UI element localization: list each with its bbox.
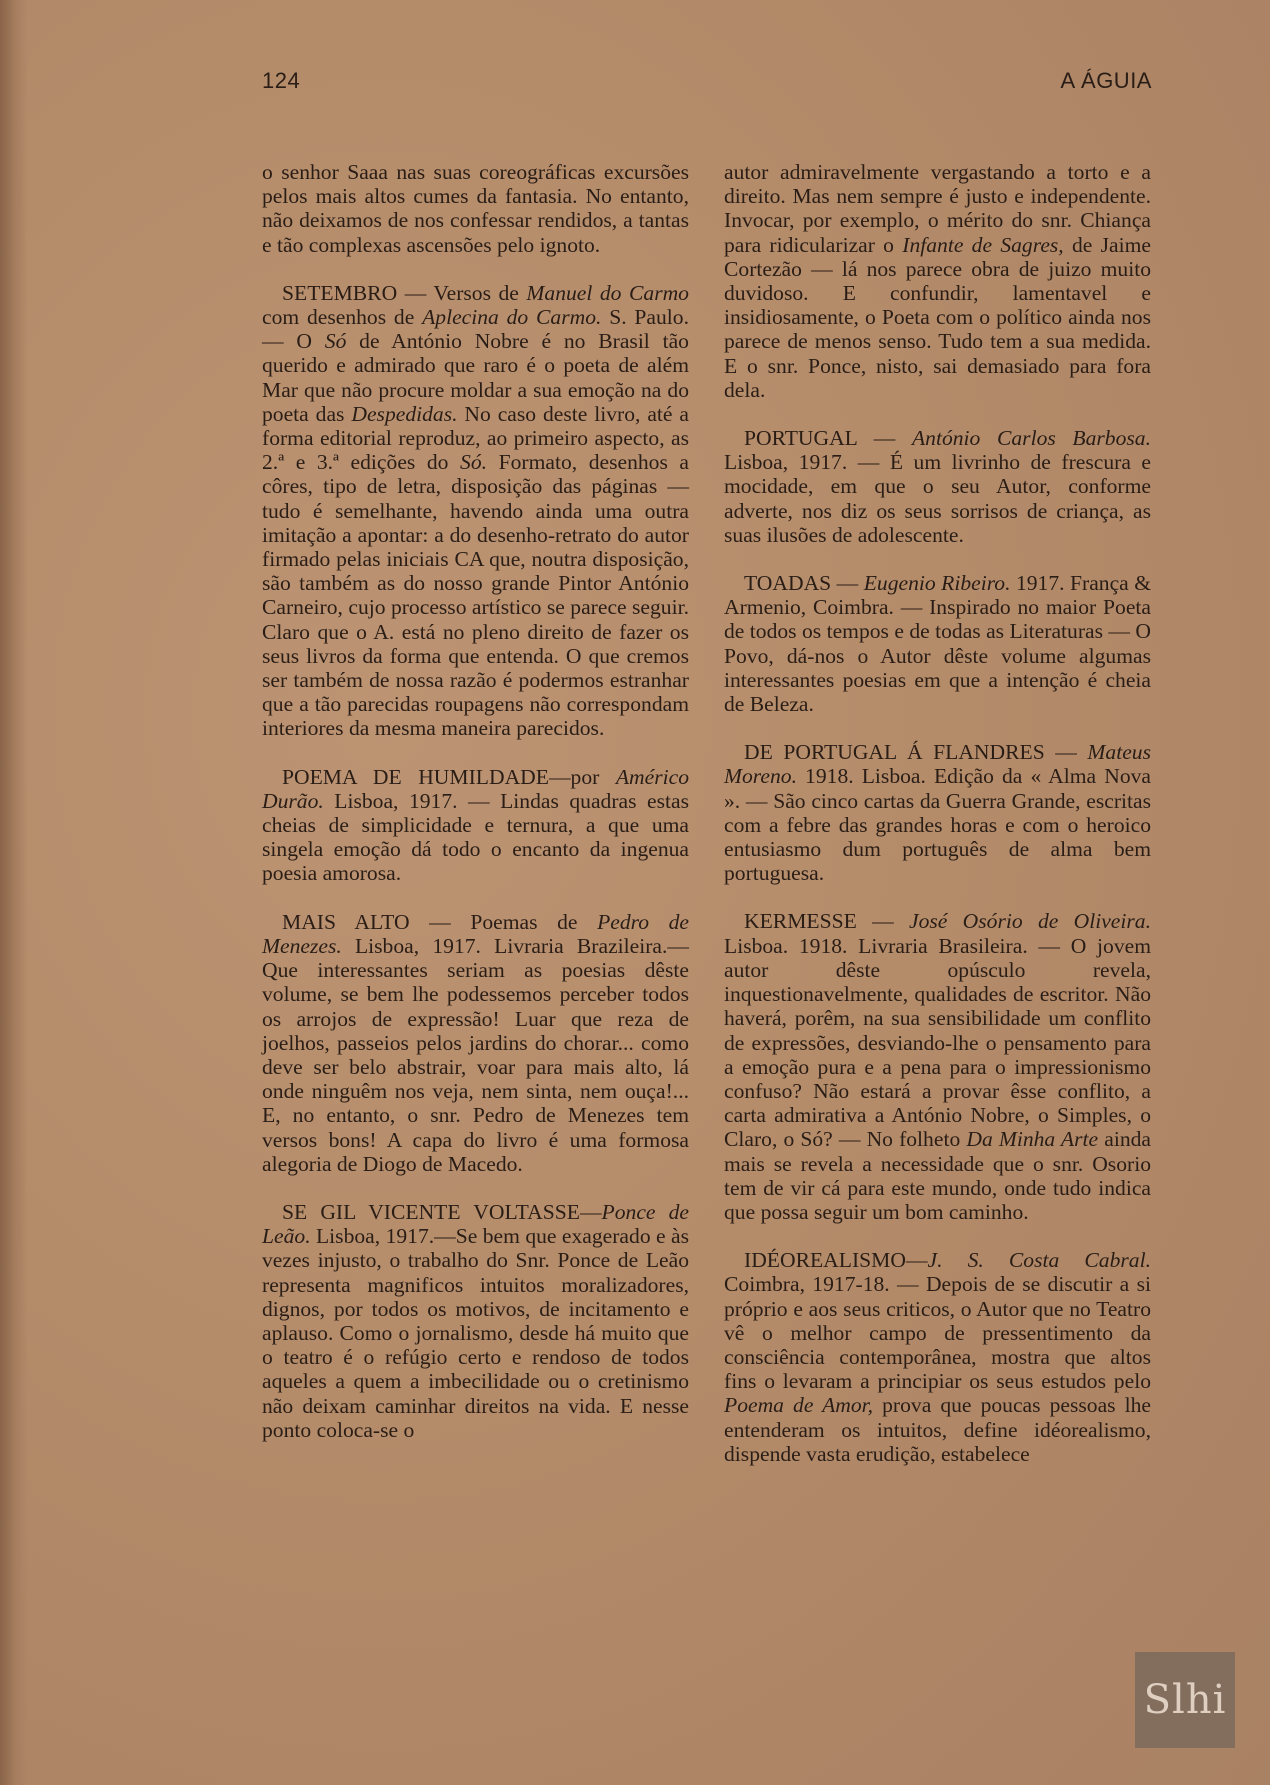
review-text: de Jaime Cortezão — lá nos parece obra de juizo muito duvidoso. E confundir, lamentavel e insidiosamente, o Poeta com o político ainda nos parece de menos senso. Tudo tem a sua medida. E o snr. Ponce, nisto, sai demasiado para fora dela. [724, 232, 1151, 402]
review-title-italic: Da Minha Arte [966, 1127, 1099, 1152]
library-watermark-logo [1135, 1652, 1235, 1748]
review-poema-de-humildade [262, 765, 689, 886]
page-number: 124 [262, 68, 301, 93]
left-column [262, 160, 689, 1466]
review-title-italic: Só. [460, 450, 488, 475]
review-portugal [724, 426, 1151, 547]
review-text: Formato, desenhos a côres, tipo de letra, disposição das páginas — tudo é semelhante, havendo ainda uma outra imitação a apontar: a do desenho-retrato do autor firmado pelas iniciais CA que, noutra disposição, são também as do nosso grande Pintor António Carneiro, cujo processo artístico se parece seguir. Claro que o A. está no pleno direito de fazer os seus livros da forma que entenda. O que cremos ser também de nossa razão é podermos estranhar que a tão parecidas roupagens não correspondam interiores da mesma maneira parecidos. [262, 450, 689, 741]
review-text: de António Nobre é no Brasil tão querido e admirado que raro é o poeta de além Mar que não procure moldar a sua emoção na do poeta das [262, 329, 689, 426]
review-kermesse [724, 909, 1151, 1224]
review-text: ainda mais se revela a necessidade que o snr. Osorio tem de vir cá para este mundo, onde tudo indica que possa seguir um bom caminho. [724, 1127, 1151, 1224]
review-author: Aplecina do Carmo. [422, 305, 602, 330]
review-text: S. Paulo. — O [262, 305, 689, 354]
review-title-italic: Despedidas. [351, 401, 458, 426]
review-text: POEMA DE HUMILDADE—por [282, 764, 616, 789]
running-head [262, 68, 1152, 102]
review-setembro [262, 281, 689, 741]
review-de-portugal-a-flandres [724, 740, 1151, 885]
review-text: SE GIL VICENTE VOLTASSE— [282, 1199, 602, 1224]
review-author: Ponce de Leão. [262, 1199, 689, 1249]
review-text: Lisboa, 1917.—Se bem que exagerado e às vezes injusto, o trabalho do Snr. Ponce de Leão representa magnificos intuitos moralizadores, dignos, por todos os motivos, de incitamento e aplauso. Como o jornalismo, desde há muito que o teatro é o refúgio certo e rendoso de todos aqueles a quem a imbecilidade ou o cretinismo não deixam caminhar direitos na vida. E nesse ponto coloca-se o [262, 1224, 689, 1442]
review-text: Lisboa, 1917. Livraria Brazileira.— Que interessantes seriam as poesias dêste volume, se bem lhe podessemos perceber todos os arrojos de expressão! Luar que reza de joelhos, passeios pelos jardins do chorar... como deve ser belo abstrair, voar para mais alto, lá onde ninguêm nos veja, nem sinta, nem ouça!... E, no entanto, o snr. Pedro de Menezes tem versos bons! A capa do livro é uma formosa alegoria de Diogo de Macedo. [262, 933, 689, 1176]
review-title-italic: Infante de Sagres, [902, 232, 1064, 257]
page-edge [0, 0, 28, 1785]
review-text: Coimbra, 1917-18. — Depois de se discutir a si próprio e aos seus criticos, o Autor que no Teatro vê o melhor campo de pressentimento da consciência contemporânea, mostra que altos fins o levaram a principiar os seus estudos pelo [724, 1272, 1151, 1394]
review-text: IDÉOREALISMO— [744, 1248, 928, 1273]
review-toadas [724, 571, 1151, 716]
right-column [724, 160, 1151, 1490]
watermark-text: Slhi [1143, 1677, 1227, 1723]
paragraph-continued: o senhor Saaa nas suas coreográficas excursões pelos mais altos cumes da fantasia. No entanto, não deixamos de nos confessar rendidos, a tantas e tão complexas ascensões pelo ignoto. [262, 160, 689, 257]
review-mais-alto [262, 910, 689, 1176]
review-author: Américo Durão. [262, 764, 689, 813]
review-author: Mateus Moreno. [724, 740, 1151, 789]
review-author: J. S. Costa Cabral. [927, 1248, 1151, 1273]
review-author: Manuel do Carmo [526, 280, 689, 305]
review-text: PORTUGAL — [744, 426, 912, 451]
paragraph-continued [724, 160, 1151, 402]
review-author: Eugenio Ribeiro. [863, 571, 1011, 596]
review-text: autor admiravelmente vergastando a torto e a direito. Mas nem sempre é justo e independente. Invocar, por exemplo, o mérito do snr. Chiança para ridicularizar o [724, 160, 1151, 257]
review-author: António Carlos Barbosa. [911, 426, 1151, 451]
review-title-italic: Poema de Amor, [724, 1393, 874, 1418]
review-author: Pedro de Menezes. [262, 909, 689, 958]
review-text: TOADAS — [744, 571, 864, 596]
review-text: Lisboa. 1918. Livraria Brasileira. — O jovem autor dêste opúsculo revela, inquestionavelmente, qualidades de escritor. Não haverá, porêm, na sua sensibilidade um conflito de expressões, desviando-lhe o pensamento para a emoção pura e a pena para o impressionismo confuso? Não estará a provar êsse conflito, a carta admirativa a António Nobre, o Simples, o Claro, o Só? — No folheto [724, 933, 1151, 1152]
journal-title: A ÁGUIA [1060, 68, 1152, 93]
review-text: Lisboa, 1917. — Lindas quadras estas cheias de simplicidade e ternura, a que uma singela emoção dá todo o encanto da ingenua poesia amorosa. [262, 788, 689, 886]
review-text: MAIS ALTO — Poemas de [282, 909, 598, 934]
review-text: DE PORTUGAL Á FLANDRES — [744, 740, 1088, 765]
review-text: SETEMBRO — Versos de [282, 280, 527, 305]
review-text: prova que poucas pessoas lhe entenderam os intuitos, define idéorealismo, dispende vasta erudição, estabelece [724, 1393, 1151, 1466]
review-author: José Osório de Oliveira. [908, 909, 1151, 934]
review-text: 1918. Lisboa. Edição da « Alma Nova ». — São cinco cartas da Guerra Grande, escritas com a febre das grandes horas e com o heroico entusiasmo dum português de alma bem portuguesa. [724, 764, 1151, 886]
review-text: KERMESSE — [744, 909, 909, 934]
review-text: com desenhos de [262, 305, 423, 330]
review-ideorealismo [724, 1248, 1151, 1466]
review-text: 1917. França & Armenio, Coimbra. — Inspirado no maior Poeta de todos os tempos e de todas as Literaturas — O Povo, dá-nos o Autor dêste volume algumas interessantes poesias em que a intenção é cheia de Beleza. [724, 571, 1152, 717]
review-se-gil-vicente [262, 1200, 689, 1442]
review-title-italic: Só [324, 329, 347, 354]
review-text: No caso deste livro, até a forma editorial reproduz, ao primeiro aspecto, as 2.ª e 3.ª edições do [262, 401, 689, 475]
review-text: Lisboa, 1917. — É um livrinho de frescura e mocidade, em que o seu Autor, conforme adverte, nos diz os seus sorrisos de criança, as suas ilusões de adolescente. [724, 450, 1151, 547]
